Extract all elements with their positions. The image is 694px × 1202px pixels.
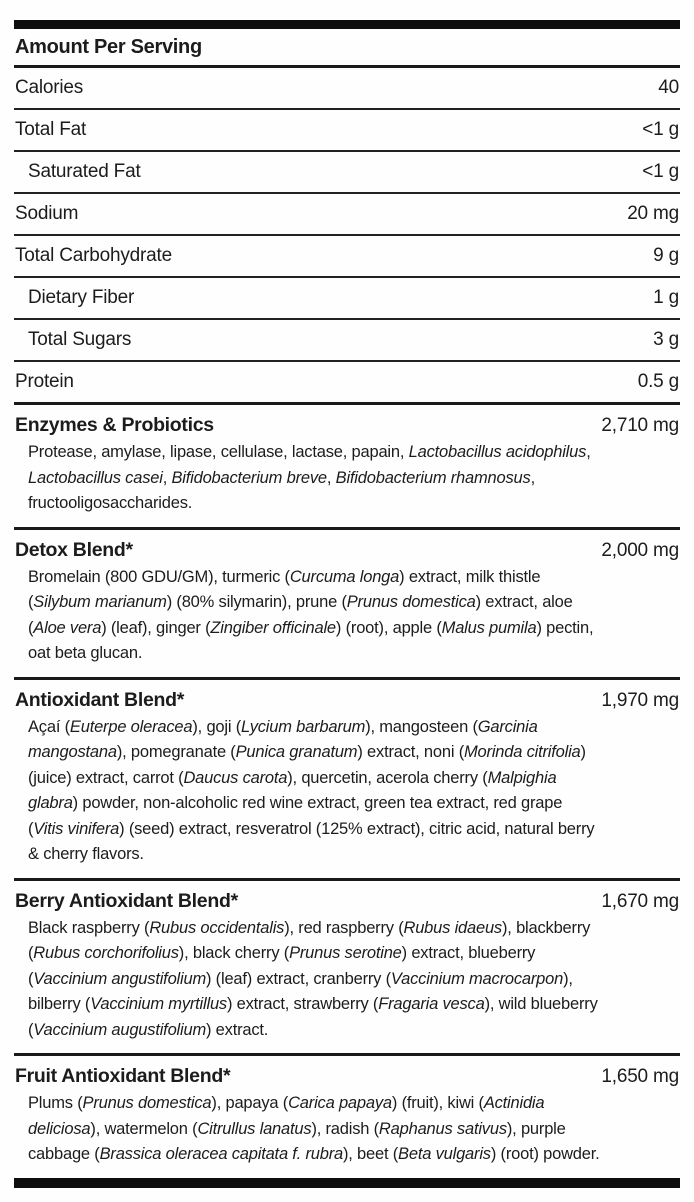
blend-sections	[14, 405, 680, 1176]
blend-name: Berry Antioxidant Blend*	[15, 889, 238, 912]
nutrient-row	[14, 320, 680, 362]
nutrient-name: Protein	[15, 371, 74, 392]
nutrient-row	[14, 110, 680, 152]
nutrient-name: Sodium	[15, 203, 79, 224]
blend-name: Enzymes & Probiotics	[15, 414, 214, 436]
blend-description: Plums (Prunus domestica), papaya (Carica papaya) (fruit), kiwi (Actinidia deliciosa), watermelon (Citrullus lanatus), radish (Raphanus sativus), purple cabbage (Brassica oleracea capitata f. rubra), beet (Beta vulgaris) (root) powder.	[28, 1094, 600, 1163]
nutrient-row	[14, 68, 680, 110]
blend-header-row	[15, 889, 679, 913]
nutrient-row	[14, 152, 680, 194]
blend-header-row	[15, 688, 679, 712]
blend-section	[14, 680, 680, 881]
nutrient-value: 3 g	[653, 329, 679, 350]
nutrient-name: Saturated Fat	[28, 161, 141, 182]
nutrient-value: <1 g	[642, 161, 679, 182]
blend-section	[14, 1056, 680, 1176]
blend-amount: 1,650 mg	[601, 1066, 679, 1087]
nutrient-value: 9 g	[653, 245, 679, 266]
nutrient-row	[14, 362, 680, 405]
blend-section	[14, 530, 680, 680]
blend-description: Açaí (Euterpe oleracea), goji (Lycium barbarum), mangosteen (Garcinia mangostana), pomegranate (Punica granatum) extract, noni (Morinda citrifolia) (juice) extract, carrot (Daucus carota), quercetin, acerola cherry (Malpighia glabra) powder, non-alcoholic red wine extract, green tea extract, red grape (Vitis vinifera) (seed) extract, resveratrol (125% extract), citric acid, natural berry & cherry flavors.	[28, 717, 595, 863]
blend-name: Fruit Antioxidant Blend*	[15, 1065, 231, 1087]
nutrient-name: Total Sugars	[28, 329, 132, 350]
blend-description: Black raspberry (Rubus occidentalis), red raspberry (Rubus idaeus), blackberry (Rubus corchorifolius), black cherry (Prunus serotine) extract, blueberry (Vaccinium angustifolium) (leaf) extract, cranberry (Vaccinium macrocarpon), bilberry (Vaccinium myrtillus) extract, strawberry (Fragaria vesca), wild blueberry (Vaccinium augustifolium) extract.	[28, 918, 598, 1039]
blend-amount: 1,670 mg	[601, 890, 679, 912]
amount-per-serving-header: Amount Per Serving	[14, 32, 680, 68]
nutrient-name: Total Carbohydrate	[15, 245, 172, 266]
nutrient-rows	[14, 68, 680, 405]
blend-header-row	[15, 538, 679, 562]
nutrient-row	[14, 278, 680, 320]
nutrient-value: 40	[658, 77, 679, 98]
blend-amount: 2,710 mg	[601, 415, 679, 436]
blend-name: Antioxidant Blend*	[15, 688, 185, 711]
nutrient-name: Calories	[15, 77, 84, 98]
nutrient-value: 0.5 g	[637, 371, 679, 392]
blend-section	[14, 881, 680, 1057]
blend-amount: 1,970 mg	[601, 689, 679, 711]
top-divider-bar	[14, 20, 680, 29]
nutrient-name: Total Fat	[15, 119, 87, 140]
nutrient-row	[14, 194, 680, 236]
blend-description: Bromelain (800 GDU/GM), turmeric (Curcuma longa) extract, milk thistle (Silybum marianum) (80% silymarin), prune (Prunus domestica) extract, aloe (Aloe vera) (leaf), ginger (Zingiber officinale) (root), apple (Malus pumila) pectin, oat beta glucan.	[28, 567, 594, 662]
nutrient-row	[14, 236, 680, 278]
bottom-divider-bar	[14, 1178, 680, 1188]
blend-amount: 2,000 mg	[601, 539, 679, 561]
blend-name: Detox Blend*	[15, 538, 133, 561]
blend-section	[14, 405, 680, 530]
blend-header-row	[15, 1064, 679, 1088]
nutrient-value: <1 g	[642, 119, 679, 140]
nutrient-value: 1 g	[653, 287, 679, 308]
blend-description: Protease, amylase, lipase, cellulase, lactase, papain, Lactobacillus acidophilus, Lactobacillus casei, Bifidobacterium breve, Bifidobacterium rhamnosus, fructooligosaccharides.	[28, 443, 591, 512]
nutrient-name: Dietary Fiber	[28, 287, 135, 308]
nutrient-value: 20 mg	[627, 203, 679, 224]
blend-header-row	[15, 413, 679, 437]
